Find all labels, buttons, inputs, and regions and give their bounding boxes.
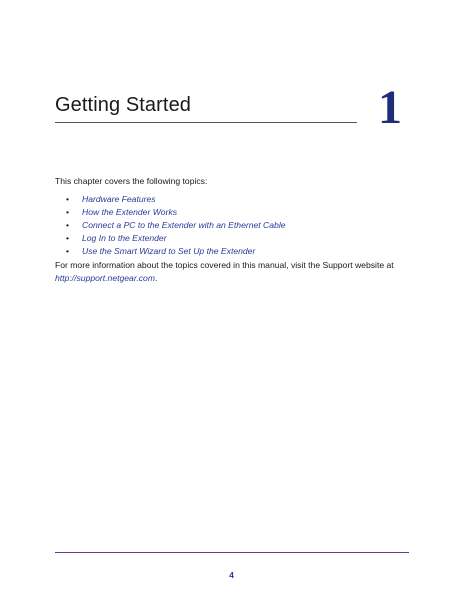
bullet-icon: • — [66, 220, 70, 230]
topic-list — [55, 193, 415, 258]
topic-link-smart-wizard[interactable]: Use the Smart Wizard to Set Up the Extender — [82, 246, 256, 256]
topic-link-how-extender-works[interactable]: How the Extender Works — [82, 207, 178, 217]
list-item — [55, 193, 415, 206]
title-divider — [55, 122, 357, 123]
page-number: 4 — [229, 570, 234, 580]
topic-link-hardware-features[interactable]: Hardware Features — [82, 194, 156, 204]
chapter-title: Getting Started — [55, 94, 192, 116]
chapter-content — [55, 175, 415, 285]
list-item — [55, 232, 415, 245]
list-item — [55, 219, 415, 232]
support-website-link[interactable]: http://support.netgear.com — [55, 273, 155, 283]
bullet-icon: • — [66, 207, 70, 217]
footer-divider — [55, 552, 409, 553]
outro-paragraph — [55, 259, 415, 285]
chapter-number: 1 — [378, 81, 402, 134]
topic-link-log-in[interactable]: Log In to the Extender — [82, 233, 167, 243]
outro-text: For more information about the topics covered in this manual, visit the Support website at — [55, 260, 394, 270]
bullet-icon: • — [66, 194, 70, 204]
intro-text: This chapter covers the following topics: — [55, 176, 208, 186]
bullet-icon: • — [66, 233, 70, 243]
outro-end: . — [155, 273, 158, 283]
bullet-icon: • — [66, 246, 70, 256]
list-item — [55, 206, 415, 219]
topic-link-connect-pc[interactable]: Connect a PC to the Extender with an Ethernet Cable — [82, 220, 286, 230]
list-item — [55, 245, 415, 258]
